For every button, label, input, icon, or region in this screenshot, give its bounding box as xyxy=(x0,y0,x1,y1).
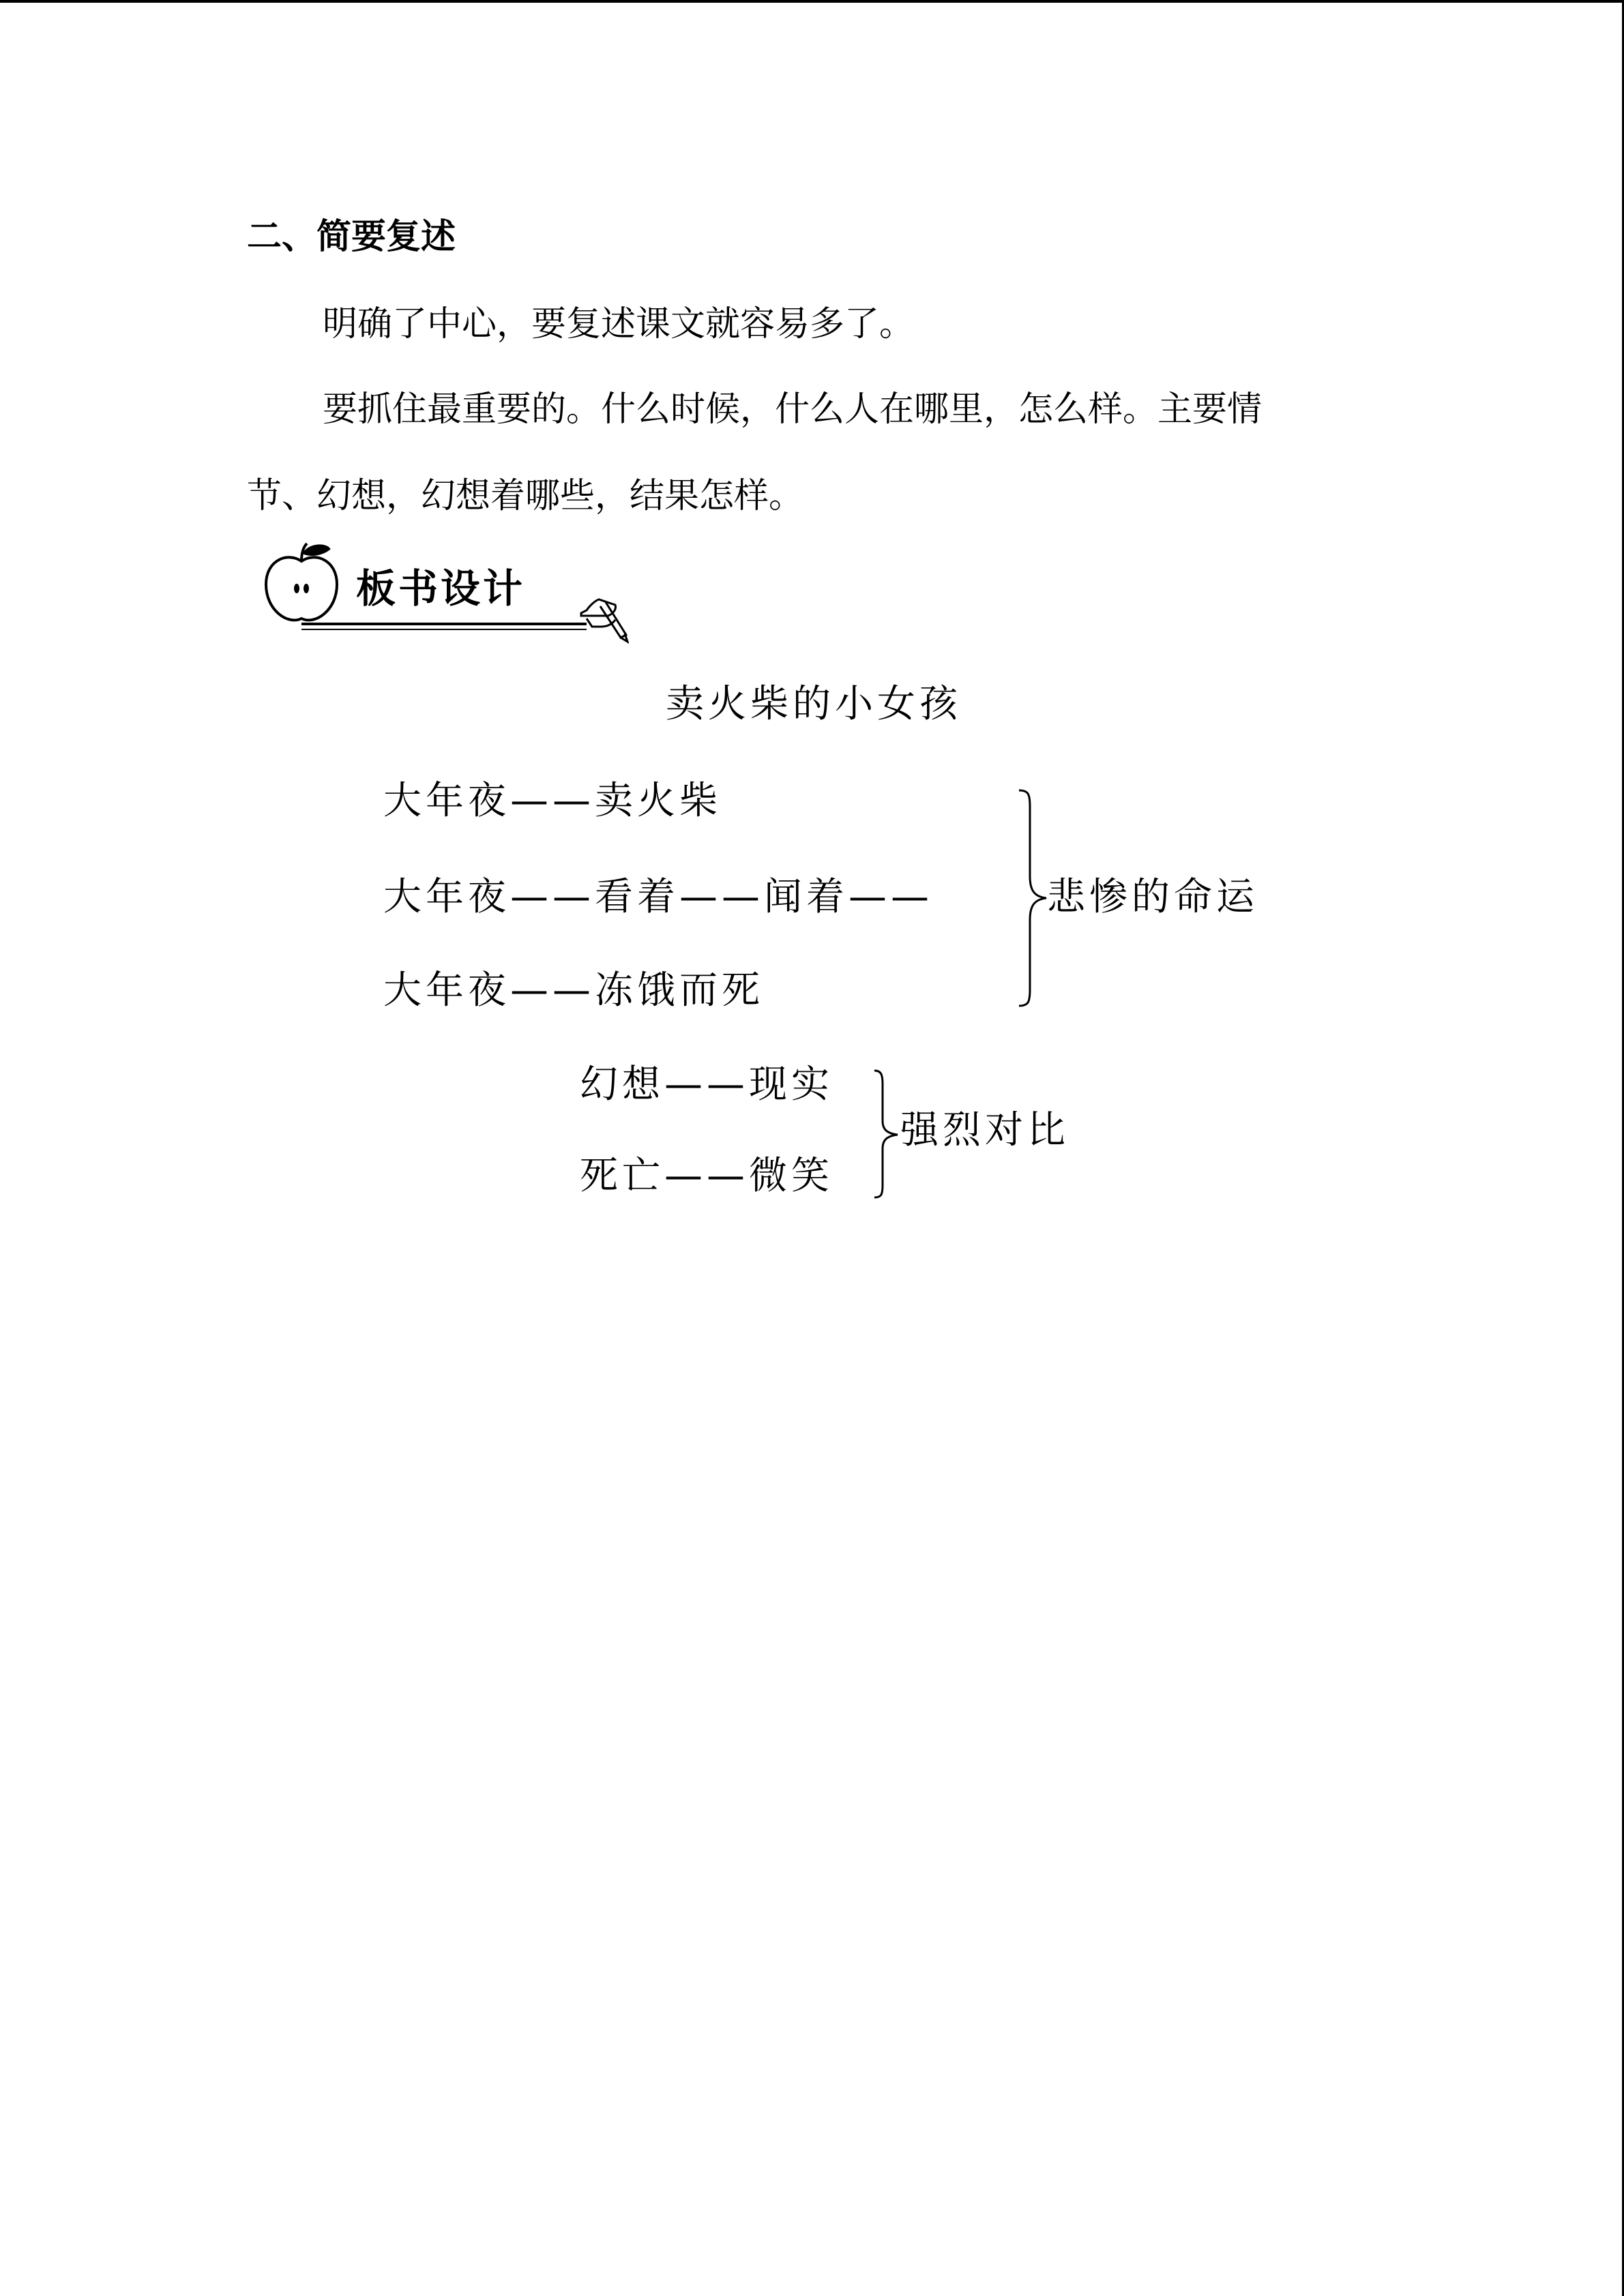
board-row-1: 大年夜——卖火柴 xyxy=(383,779,722,823)
board-row-3: 大年夜——冻饿而死 xyxy=(383,968,764,1013)
pencil-hand-icon xyxy=(581,599,628,642)
brace-label-fate: 悲惨的命运 xyxy=(1047,875,1258,919)
right-brace-2 xyxy=(872,1068,902,1201)
apple-icon xyxy=(266,543,337,620)
section-heading: 二、简要复述 xyxy=(247,216,456,257)
brace-label-contrast: 强烈对比 xyxy=(900,1108,1069,1152)
right-brace-1 xyxy=(1016,788,1050,1009)
contrast-row-1: 幻想——现实 xyxy=(580,1062,833,1107)
paragraph-1: 明确了中心，要复述课文就容易多了。 xyxy=(323,304,915,344)
contrast-row-2: 死亡——微笑 xyxy=(580,1154,833,1198)
paragraph-2-line-1: 要抓住最重要的。什么时候，什么人在哪里，怎么样。主要情 xyxy=(323,389,1263,430)
board-title: 卖火柴的小女孩 xyxy=(666,682,962,726)
board-row-2: 大年夜——看着——闻着—— xyxy=(383,875,933,919)
paragraph-2-line-2: 节、幻想，幻想着哪些，结果怎样。 xyxy=(247,476,804,516)
banner-title: 板书设计 xyxy=(356,565,526,612)
top-border-line xyxy=(0,0,1624,3)
